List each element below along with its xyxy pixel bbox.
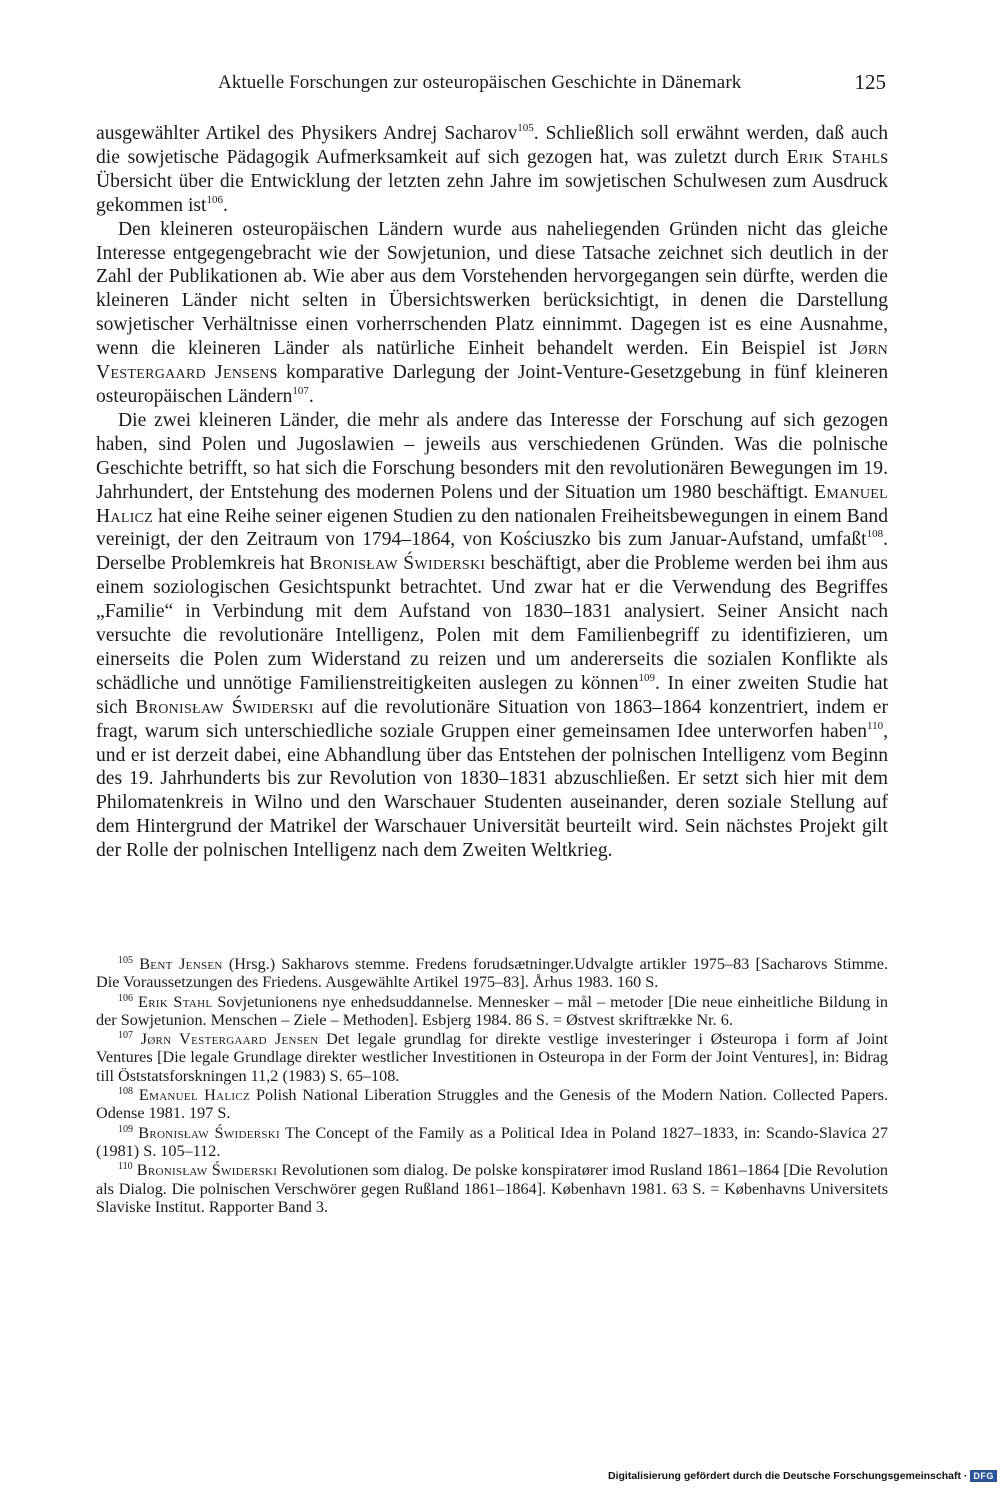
text-run: . Derselbe Problemkreis hat (96, 529, 888, 575)
page-number: 125 (854, 70, 886, 94)
footnote-110 (96, 1161, 888, 1216)
footnote-106 (96, 993, 888, 1030)
paragraph-2 (96, 218, 888, 409)
footnote-text: Sovjetunionens nye enhedsuddannelse. Mennesker – mål – metoder [Die neue einheitliche Bildung in der Sowjetunion. Menschen – Ziele – Methoden]. Esbjerg 1984. 86 S. = Østvest skriftrække Nr. 6. (96, 992, 888, 1029)
text-run: hat eine Reihe seiner eigenen Studien zu den nationalen Freiheitsbewegungen in einem Band vereinigt, der den Zeitraum von 1794–1864, von Kościuszko bis zum Januar-Aufstand, umfaßt (96, 505, 888, 551)
author-name: Emanuel Halicz (96, 481, 888, 527)
author-name: Erik Stahl (786, 146, 881, 168)
footnote-ref: 108 (866, 528, 884, 541)
dfg-logo-icon: DFG (970, 1470, 997, 1482)
footnote-author: Erik Stahl (138, 992, 213, 1011)
footnote-author: Bronisław Świderski (138, 1123, 280, 1142)
footnote-number: 106 (118, 992, 133, 1004)
text-run: , und er ist derzeit dabei, eine Abhandlung über das Entstehen der polnischen Intelligenz vom Beginn des 19. Jahrhunderts bis zur Revolution von 1830–1831 abzuschließen. Er setzt sich hier mit dem Philomatenkreis in Wilno und den Warschauer Studenten auseinander, deren soziale Stellung auf dem Hintergrund der Matrikel der Warschauer Universität beurteilt wird. Sein nächstes Projekt gilt der Rolle der polnischen Intelligenz nach dem Zweiten Weltkrieg. (96, 720, 888, 862)
footnote-text: (Hrsg.) Sakharovs stemme. Fredens forudsætninger.Udvalgte artikler 1975–83 [Sacharovs Stimme. Die Voraussetzungen des Friedens. Ausgewählte Artikel 1975–83]. Århus 1983. 160 S. (96, 955, 888, 992)
footnote-107 (96, 1030, 888, 1085)
footnote-ref: 106 (206, 193, 223, 206)
text-run: beschäftigt, aber die Probleme werden bei ihm aus einem soziologischen Gesichtspunkt betrachtet. Und zwar hat er die Verwendung des Begriffes „Familie“ in Verbindung mit dem Aufstand von 1830–1831 analysiert. Seiner Ansicht nach versuchte die revolutionäre Intelligenz, Polen mit dem Familienbegriff zu identifizieren, um einerseits die Polen zum Widerstand zu reizen und um andererseits die sozialen Konflikte als schädliche und unnötige Familienstreitigkeiten auslegen zu können (96, 553, 888, 694)
text-run: . In einer zweiten Studie hat sich (96, 672, 889, 718)
footnote-author: Emanuel Halicz (138, 1086, 251, 1105)
footnote-ref: 110 (867, 719, 884, 732)
text-run: auf die revolutionäre Situation von 1863–1864 konzentriert, indem er fragt, warum sich unterschiedliche soziale Gruppen einer gemeinsamen Idee unterworfen haben (96, 696, 889, 742)
text-run: ausgewählter Artikel des Physikers Andrej Sacharov (96, 123, 518, 144)
footnote-author: Bronisław Świderski (136, 1161, 278, 1180)
footnotes (96, 955, 888, 1217)
text-run: . Schließlich soll erwähnt werden, daß auch die sowjetische Pädagogik Aufmerksamkeit auf sich gezogen hat, was zuletzt durch (96, 123, 889, 168)
text-run: Die zwei kleineren Länder, die mehr als andere das Interesse der Forschung auf sich gezogen haben, sind Polen und Jugoslawien – jeweils aus verschiedenen Gründen. Was die polnische Geschichte betrifft, so hat sich die Forschung besonders mit den revolutionären Bewegungen im 19. Jahrhundert, der Entstehung des modernen Polens und der Situation um 1980 beschäftigt. (96, 409, 888, 503)
running-title: Aktuelle Forschungen zur osteuropäischen Geschichte in Dänemark (218, 72, 742, 93)
text-run: . (308, 385, 314, 407)
footnote-number: 109 (118, 1123, 133, 1135)
footnote-text: The Concept of the Family as a Political Idea in Poland 1827–1833, in: Scando-Slavica 27 (1981) S. 105–112. (96, 1123, 888, 1160)
footnote-number: 110 (118, 1161, 133, 1173)
footnote-author: Jørn Vestergaard Jensen (140, 1030, 319, 1049)
footnote-105 (96, 955, 888, 992)
footnote-ref: 109 (638, 671, 656, 684)
footnote-ref: 105 (517, 122, 534, 134)
footnote-text: Revolutionen som dialog. De polske konspiratører imod Rusland 1861–1864 [Die Revolution als Dialog. Die polnischen Verschwörer gegen Rußland 1861–1864]. København 1981. 63 S. = Københavns Universitets Slaviske Institut. Rapporter Band 3. (96, 1161, 889, 1216)
digitization-credit (608, 1470, 997, 1482)
footnote-number: 105 (118, 955, 133, 966)
text-run: s komparative Darlegung der Joint-Venture-Gesetzgebung in fünf kleineren osteuropäischen Ländern (96, 362, 889, 407)
footnote-109 (96, 1124, 888, 1161)
credit-text: Digitalisierung gefördert durch die Deutsche Forschungsgemeinschaft · (608, 1470, 968, 1482)
footnote-text: Polish National Liberation Struggles and the Genesis of the Modern Nation. Collected Papers. Odense 1981. 197 S. (96, 1086, 889, 1123)
text-run: Den kleineren osteuropäischen Ländern wurde aus naheliegenden Gründen nicht das gleiche Interesse entgegengebracht wie der Sowjetunion, und diese Tatsache zeichnet sich deutlich in der Zahl der Publikationen ab. Wie aber aus dem Vorstehenden hervorgegangen sein dürfte, werden die kleineren Länder nicht selten in Übersichtswerken berücksichtigt, in denen die Darstellung sowjetischer Verhältnisse einen vorherrschenden Platz einnimmt. Dagegen ist es eine Ausnahme, wenn die kleineren Länder als natürliche Einheit behandelt werden. Ein Beispiel ist (96, 218, 888, 360)
footnote-108 (96, 1086, 888, 1123)
footnote-text: Det legale grundlag for direkte vestlige investeringer i Østeuropa i form af Joint Ventures [Die legale Grundlage direkter westlicher Investitionen in Osteuropa in der Form der Joint Ventures], in: Bidrag till Öststatsforskningen 11,2 (1983) S. 65–108. (96, 1030, 888, 1085)
running-header (96, 70, 886, 100)
footnote-ref: 107 (292, 384, 309, 397)
text-run: . (222, 194, 228, 216)
paragraph-3 (96, 409, 888, 863)
paragraph-1 (96, 122, 888, 218)
footnote-number: 108 (118, 1086, 133, 1098)
author-name: Jørn Vestergaard Jensen (96, 338, 888, 384)
author-name: Bronisław Świderski (309, 553, 486, 575)
footnote-author: Bent Jensen (139, 955, 223, 973)
author-name: Bronisław Świderski (135, 696, 314, 718)
text-run: s Übersicht über die Entwicklung der letzten zehn Jahre im sowjetischen Schulwesen zum Ausdruck gekommen ist (96, 146, 889, 216)
footnote-number: 107 (118, 1030, 133, 1042)
main-text (96, 122, 888, 863)
